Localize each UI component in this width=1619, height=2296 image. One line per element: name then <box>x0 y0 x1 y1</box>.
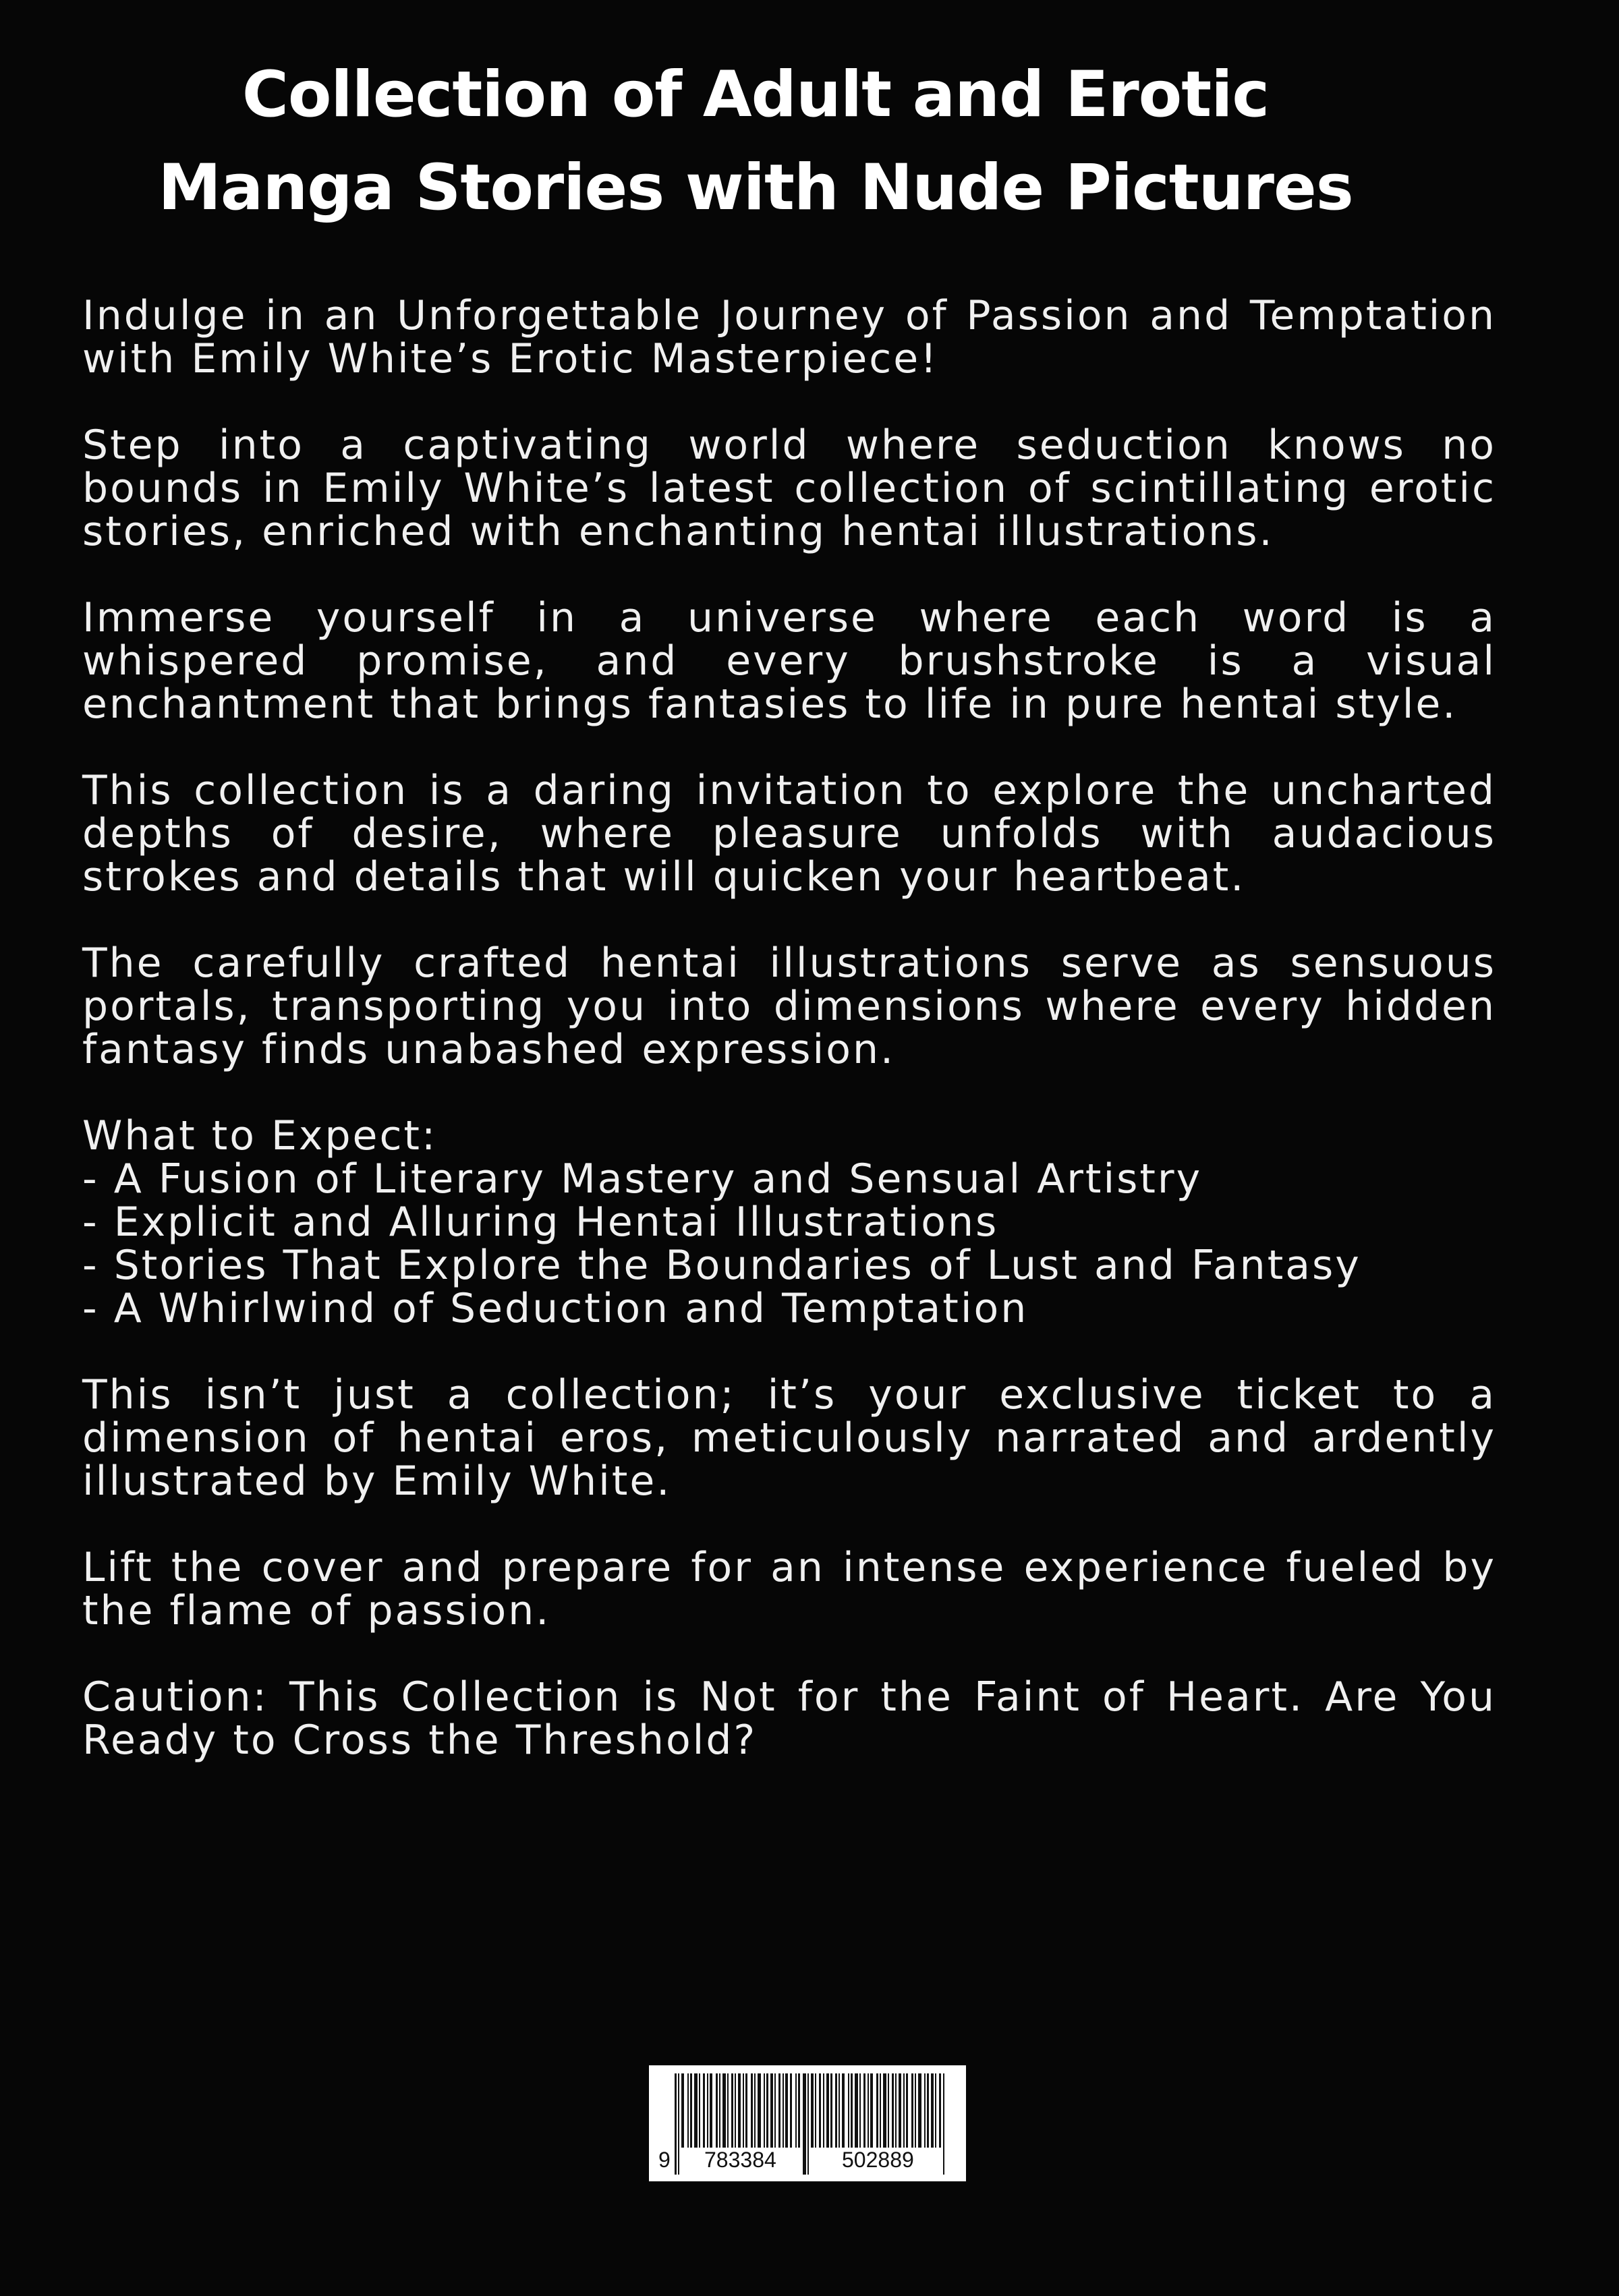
title-line-1: Collection of Adult and Erotic <box>242 58 1270 132</box>
barcode-bar <box>764 2073 765 2148</box>
barcode-left-digits: 783384 <box>702 2148 779 2172</box>
barcode-bar <box>899 2073 901 2148</box>
barcode-bar <box>895 2073 897 2148</box>
barcode-bar <box>876 2073 878 2148</box>
barcode-bar <box>911 2073 913 2148</box>
barcode-bar <box>735 2073 736 2148</box>
barcode-bar <box>795 2073 797 2148</box>
barcode-bar <box>819 2073 821 2148</box>
barcode-bar <box>915 2073 916 2148</box>
list-item: - A Fusion of Literary Mastery and Sensual Artistry <box>82 1155 1203 1203</box>
barcode-bar <box>699 2073 700 2148</box>
barcode-lead-digit: 9 <box>656 2148 673 2172</box>
barcode-bar <box>790 2073 792 2148</box>
barcode-bar <box>703 2073 705 2148</box>
barcode-bar <box>927 2073 929 2148</box>
paragraph-illustrations: The carefully crafted hentai illustrations serve as sensuous portals, transporting you into dimensions where every hidden fantasy finds unabashed expression. <box>82 940 1496 1073</box>
barcode-bar <box>694 2073 698 2148</box>
barcode-bar <box>883 2073 886 2148</box>
barcode-bar <box>807 2073 809 2175</box>
barcode-bar <box>851 2073 853 2148</box>
paragraph-world: Step into a captivating world where seduction knows no bounds in Emily White’s latest collection of scintillating erotic stories, enriched with enchanting hentai illustrations. <box>82 422 1496 555</box>
barcode-bar <box>892 2073 894 2148</box>
barcode-bar <box>830 2073 832 2148</box>
barcode-bar <box>924 2073 926 2148</box>
paragraph-intro: Indulge in an Unforgettable Journey of Passion and Temptation with Emily White’s Erotic Masterpiece! <box>82 292 1496 382</box>
barcode-right-digits: 502889 <box>839 2148 917 2172</box>
barcode-bar <box>774 2073 776 2148</box>
barcode-bar <box>743 2073 744 2148</box>
barcode-bar <box>839 2073 840 2148</box>
barcode-bar <box>727 2073 729 2148</box>
barcode-bar <box>678 2073 679 2175</box>
barcode-bar <box>751 2073 753 2148</box>
barcode-bar <box>859 2073 861 2148</box>
barcode-bar <box>835 2073 837 2148</box>
barcode-bar <box>738 2073 741 2148</box>
barcode-bar <box>785 2073 788 2148</box>
barcode-bars <box>649 2065 966 2181</box>
isbn-barcode <box>649 2065 966 2181</box>
barcode-bar <box>931 2073 934 2148</box>
barcode-bar <box>754 2073 756 2148</box>
barcode-bar <box>803 2073 806 2175</box>
barcode-bar <box>939 2073 941 2148</box>
list-item: - A Whirlwind of Seduction and Temptation <box>82 1285 1029 1332</box>
cover-title <box>81 49 1430 235</box>
barcode-bar <box>716 2073 718 2148</box>
paragraph-caution: Caution: This Collection is Not for the Faint of Heart. Are You Ready to Cross the Threshold? <box>82 1673 1496 1764</box>
barcode-bar <box>731 2073 733 2148</box>
barcode-bar <box>918 2073 921 2148</box>
blurb-text <box>82 294 1496 1805</box>
barcode-bar <box>848 2073 849 2148</box>
barcode-bar <box>778 2073 780 2148</box>
barcode-bar <box>758 2073 761 2148</box>
barcode-bar <box>888 2073 889 2148</box>
barcode-bar <box>811 2073 814 2148</box>
expect-heading: What to Expect: <box>82 1112 438 1159</box>
barcode-bar <box>722 2073 726 2148</box>
paragraph-universe: Immerse yourself in a universe where each word is a whispered promise, and every brushstroke is a visual enchantment that brings fantasies to life in pure hentai style. <box>82 594 1496 728</box>
barcode-bar <box>675 2073 677 2175</box>
list-item: - Stories That Explore the Boundaries of Lust and Fantasy <box>82 1242 1361 1289</box>
paragraph-lift-cover: Lift the cover and prepare for an intense experience fueled by the flame of passion. <box>82 1544 1496 1634</box>
barcode-bar <box>770 2073 773 2148</box>
barcode-bar <box>815 2073 816 2148</box>
barcode-bar <box>935 2073 936 2148</box>
barcode-bar <box>855 2073 858 2148</box>
barcode-bar <box>823 2073 824 2148</box>
barcode-bar <box>863 2073 865 2148</box>
barcode-bar <box>783 2073 784 2148</box>
title-line-2: Manga Stories with Nude Pictures <box>158 151 1353 225</box>
barcode-bar <box>766 2073 768 2148</box>
paragraph-ticket: This isn’t just a collection; it’s your exclusive ticket to a dimension of hentai eros, meticulously narrated and ardently illustrated by Emily White. <box>82 1371 1496 1505</box>
barcode-bar <box>745 2073 747 2148</box>
barcode-bar <box>707 2073 708 2148</box>
barcode-bar <box>710 2073 712 2148</box>
barcode-bar <box>903 2073 905 2148</box>
list-item: - Explicit and Alluring Hentai Illustrations <box>82 1199 999 1246</box>
barcode-bar <box>690 2073 692 2148</box>
barcode-bar <box>719 2073 720 2148</box>
barcode-bar <box>681 2073 684 2148</box>
barcode-bar <box>826 2073 829 2148</box>
barcode-bar <box>687 2073 689 2148</box>
barcode-bar <box>798 2073 800 2148</box>
expect-list <box>82 1157 1496 1330</box>
barcode-bar <box>880 2073 881 2148</box>
barcode-bar <box>870 2073 873 2148</box>
barcode-bar <box>842 2073 845 2148</box>
barcode-bar <box>868 2073 869 2148</box>
paragraph-invitation: This collection is a daring invitation to explore the uncharted depths of desire, where pleasure unfolds with audacious strokes and details that will quicken your heartbeat. <box>82 767 1496 900</box>
barcode-bar <box>943 2073 944 2175</box>
barcode-bar <box>906 2073 908 2148</box>
